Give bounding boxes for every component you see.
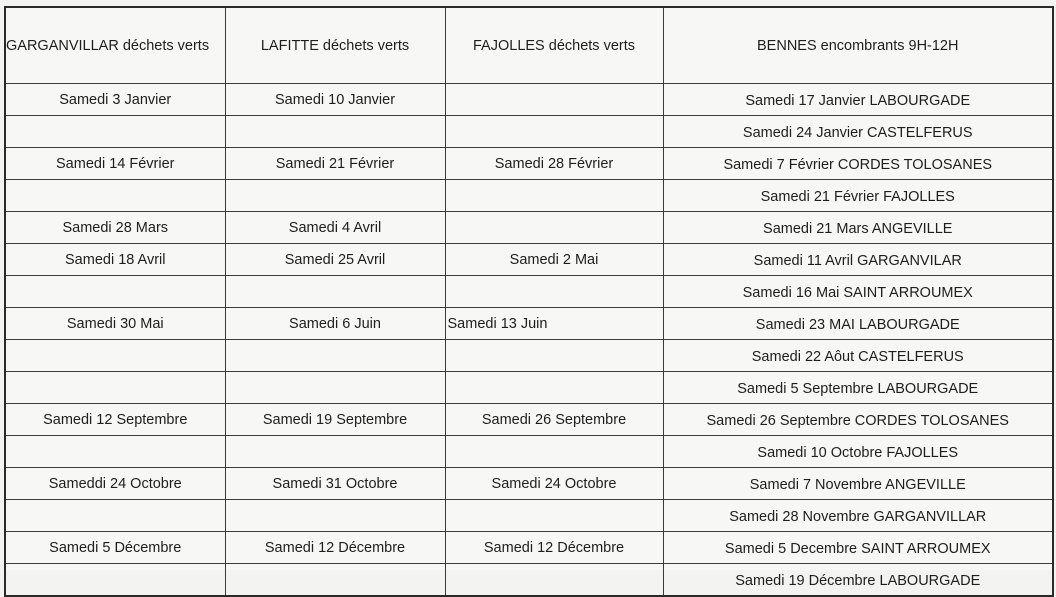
bennes-date-cell: Samedi 7 Février CORDES TOLOSANES xyxy=(663,148,1053,180)
garganvillar-date-cell: Samedi 18 Avril xyxy=(5,244,225,276)
lafitte-date-cell: Samedi 19 Septembre xyxy=(225,404,445,436)
bennes-date-cell: Samedi 22 Aôut CASTELFERUS xyxy=(663,340,1053,372)
bennes-date-cell: Samedi 19 Décembre LABOURGADE xyxy=(663,564,1053,597)
table-row xyxy=(5,564,1053,597)
garganvillar-date-cell xyxy=(5,116,225,148)
fajolles-date-cell: Samedi 26 Septembre xyxy=(445,404,663,436)
bennes-date-cell: Samedi 10 Octobre FAJOLLES xyxy=(663,436,1053,468)
bennes-date-cell: Samedi 5 Septembre LABOURGADE xyxy=(663,372,1053,404)
table-row xyxy=(5,116,1053,148)
table-row xyxy=(5,276,1053,308)
lafitte-date-cell: Samedi 25 Avril xyxy=(225,244,445,276)
lafitte-date-cell xyxy=(225,340,445,372)
fajolles-date-cell: Samedi 28 Février xyxy=(445,148,663,180)
lafitte-date-cell xyxy=(225,116,445,148)
garganvillar-date-cell: Samedi 28 Mars xyxy=(5,212,225,244)
fajolles-date-cell xyxy=(445,84,663,116)
fajolles-date-cell xyxy=(445,340,663,372)
garganvillar-date-cell xyxy=(5,436,225,468)
table-row xyxy=(5,468,1053,500)
lafitte-date-cell xyxy=(225,564,445,597)
garganvillar-date-cell xyxy=(5,500,225,532)
lafitte-date-cell xyxy=(225,500,445,532)
header-row xyxy=(5,7,1053,84)
bennes-date-cell: Samedi 28 Novembre GARGANVILLAR xyxy=(663,500,1053,532)
lafitte-date-cell: Samedi 10 Janvier xyxy=(225,84,445,116)
lafitte-date-cell: Samedi 6 Juin xyxy=(225,308,445,340)
bennes-date-cell: Samedi 11 Avril GARGANVILAR xyxy=(663,244,1053,276)
fajolles-date-cell xyxy=(445,180,663,212)
bennes-date-cell: Samedi 5 Decembre SAINT ARROUMEX xyxy=(663,532,1053,564)
lafitte-date-cell: Samedi 31 Octobre xyxy=(225,468,445,500)
garganvillar-date-cell: Samedi 3 Janvier xyxy=(5,84,225,116)
table-row xyxy=(5,404,1053,436)
header-garganvillar: GARGANVILLAR déchets verts xyxy=(5,7,225,84)
fajolles-date-cell xyxy=(445,372,663,404)
bennes-date-cell: Samedi 26 Septembre CORDES TOLOSANES xyxy=(663,404,1053,436)
bennes-date-cell: Samedi 17 Janvier LABOURGADE xyxy=(663,84,1053,116)
collection-schedule-table xyxy=(4,6,1054,597)
lafitte-date-cell xyxy=(225,436,445,468)
garganvillar-date-cell xyxy=(5,276,225,308)
table-row xyxy=(5,340,1053,372)
table-row xyxy=(5,436,1053,468)
table-row xyxy=(5,308,1053,340)
garganvillar-date-cell xyxy=(5,564,225,597)
table-row xyxy=(5,500,1053,532)
lafitte-date-cell: Samedi 12 Décembre xyxy=(225,532,445,564)
bennes-date-cell: Samedi 24 Janvier CASTELFERUS xyxy=(663,116,1053,148)
table-row xyxy=(5,532,1053,564)
garganvillar-date-cell: Samedi 14 Février xyxy=(5,148,225,180)
header-lafitte: LAFITTE déchets verts xyxy=(225,7,445,84)
garganvillar-date-cell: Samedi 30 Mai xyxy=(5,308,225,340)
lafitte-date-cell: Samedi 21 Février xyxy=(225,148,445,180)
fajolles-date-cell: Samedi 13 Juin xyxy=(445,308,663,340)
fajolles-date-cell xyxy=(445,436,663,468)
lafitte-date-cell xyxy=(225,276,445,308)
table-row xyxy=(5,372,1053,404)
garganvillar-date-cell: Samedi 5 Décembre xyxy=(5,532,225,564)
lafitte-date-cell xyxy=(225,180,445,212)
table-row xyxy=(5,244,1053,276)
garganvillar-date-cell: Samedi 12 Septembre xyxy=(5,404,225,436)
bennes-date-cell: Samedi 21 Février FAJOLLES xyxy=(663,180,1053,212)
header-fajolles: FAJOLLES déchets verts xyxy=(445,7,663,84)
garganvillar-date-cell xyxy=(5,180,225,212)
fajolles-date-cell xyxy=(445,212,663,244)
garganvillar-date-cell: Sameddi 24 Octobre xyxy=(5,468,225,500)
table-row xyxy=(5,148,1053,180)
garganvillar-date-cell xyxy=(5,340,225,372)
fajolles-date-cell: Samedi 2 Mai xyxy=(445,244,663,276)
bennes-date-cell: Samedi 7 Novembre ANGEVILLE xyxy=(663,468,1053,500)
bennes-date-cell: Samedi 16 Mai SAINT ARROUMEX xyxy=(663,276,1053,308)
table-row xyxy=(5,84,1053,116)
garganvillar-date-cell xyxy=(5,372,225,404)
fajolles-date-cell xyxy=(445,564,663,597)
table-row xyxy=(5,180,1053,212)
fajolles-date-cell xyxy=(445,276,663,308)
fajolles-date-cell xyxy=(445,500,663,532)
header-bennes: BENNES encombrants 9H-12H xyxy=(663,7,1053,84)
bennes-date-cell: Samedi 23 MAI LABOURGADE xyxy=(663,308,1053,340)
lafitte-date-cell xyxy=(225,372,445,404)
fajolles-date-cell: Samedi 12 Décembre xyxy=(445,532,663,564)
fajolles-date-cell: Samedi 24 Octobre xyxy=(445,468,663,500)
fajolles-date-cell xyxy=(445,116,663,148)
lafitte-date-cell: Samedi 4 Avril xyxy=(225,212,445,244)
table-row xyxy=(5,212,1053,244)
scanned-sheet xyxy=(4,6,1052,589)
bennes-date-cell: Samedi 21 Mars ANGEVILLE xyxy=(663,212,1053,244)
